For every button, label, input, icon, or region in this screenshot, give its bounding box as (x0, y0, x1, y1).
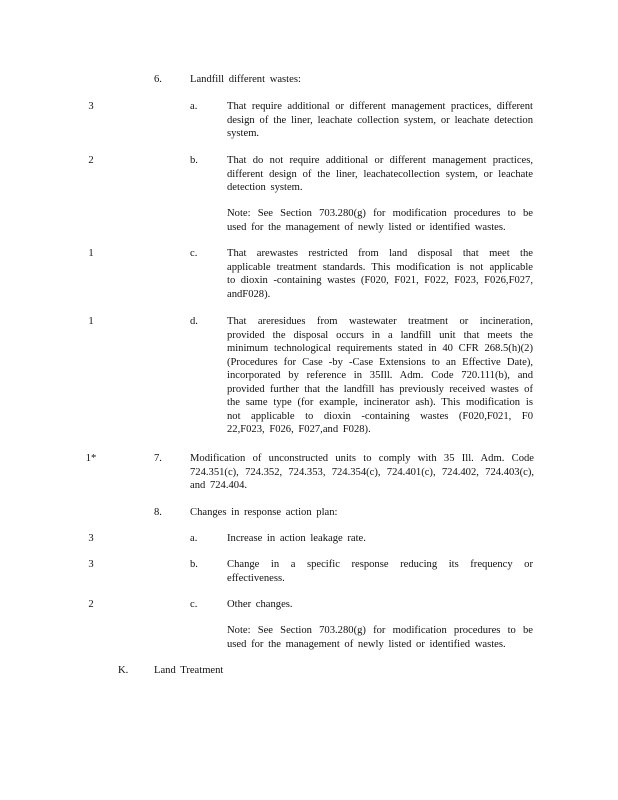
subitem-text: That require additional or different management practices, different design of the liner, leachate collection system, or leachate detection system. (227, 101, 533, 139)
section-heading: Land Treatment (154, 665, 224, 676)
subitem-text: Change in a specific response reducing its frequency or effectiveness. (227, 559, 533, 584)
subitem-letter: a. (190, 533, 198, 544)
section-letter: K. (118, 665, 129, 676)
class-level: 3 (88, 559, 94, 570)
subitem-letter: c. (190, 599, 198, 610)
note-text: Note: See Section 703.280(g) for modification procedures to be used for the management of newly listed or identified wastes. (227, 625, 533, 650)
class-level: 1* (85, 453, 97, 464)
subitem-letter: b. (190, 155, 198, 166)
item-number-8: 8. (154, 507, 162, 518)
item-8-text: Changes in response action plan: (190, 507, 338, 518)
subitem-letter: c. (190, 248, 198, 259)
item-6-text: Landfill different wastes: (190, 74, 301, 85)
class-level: 1 (88, 316, 94, 327)
subitem-text: That areresidues from wastewater treatment or incineration, provided the disposal occurs in a landfill unit that meets the minimum technological requirements stated in 40 CFR 268.5(h)(2) (Procedures for Case -by -Case Extensions to an Effective Date), incorporated by reference in 35Ill. Adm. Code 720.111(b), and provided further that the landfill has previously received wastes of the same type (for example, incinerator ash). This modification is not applicable to dioxin -containing wastes (F020,F021, F0 22,F023, F026, F027,and F028). (227, 316, 533, 435)
subitem-text: Other changes. (227, 599, 293, 610)
class-level: 2 (88, 599, 94, 610)
note-text: Note: See Section 703.280(g) for modification procedures to be used for the management of newly listed or identified wastes. (227, 208, 533, 233)
class-level: 2 (88, 155, 94, 166)
item-number-7: 7. (154, 453, 162, 464)
subitem-letter: d. (190, 316, 198, 327)
subitem-text: That arewastes restricted from land disposal that meet the applicable treatment standards. This modification is not applicable to dioxin -containing wastes (F020, F021, F022, F023, F026,F027, andF028). (227, 248, 533, 300)
class-level: 1 (88, 248, 94, 259)
subitem-text: Increase in action leakage rate. (227, 533, 366, 544)
subitem-text: That do not require additional or different management practices, different design of the liner, leachatecollection system, or leachate detection system. (227, 155, 533, 193)
item-7-text: Modification of unconstructed units to comply with 35 Ill. Adm. Code 724.351(c), 724.352, 724.353, 724.354(c), 724.401(c), 724.402, 724.403(c), and 724.404. (190, 453, 534, 491)
class-level: 3 (88, 101, 94, 112)
class-level: 3 (88, 533, 94, 544)
subitem-letter: a. (190, 101, 198, 112)
subitem-letter: b. (190, 559, 198, 570)
item-number-6: 6. (154, 74, 162, 85)
